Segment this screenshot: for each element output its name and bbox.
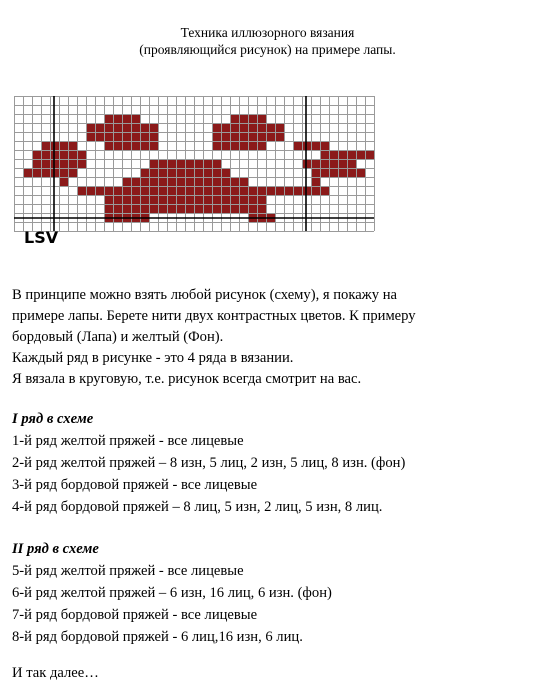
motif-cell [239, 123, 248, 132]
motif-cell [347, 168, 356, 177]
motif-cell [257, 195, 266, 204]
motif-cell [257, 186, 266, 195]
motif-cell [230, 204, 239, 213]
motif-cell [176, 168, 185, 177]
motif-cell [239, 132, 248, 141]
intro-line: Я вязала в круговую, т.е. рисунок всегда смотрит на вас. [12, 371, 362, 387]
motif-cell [257, 141, 266, 150]
motif-cell [248, 123, 257, 132]
motif-cell [248, 204, 257, 213]
intro-line: бордовый (Лапа) и желтый (Фон). [12, 329, 224, 345]
motif-cell [41, 159, 50, 168]
motif-cell [149, 177, 158, 186]
motif-cell [176, 195, 185, 204]
motif-cell [167, 204, 176, 213]
motif-cell [365, 150, 374, 159]
motif-cell [239, 141, 248, 150]
page-title [0, 24, 535, 58]
motif-cell [59, 141, 68, 150]
motif-cell [68, 150, 77, 159]
intro-line: примере лапы. Берете нити двух контрастных цветов. К примеру [12, 308, 416, 324]
motif-cell [122, 195, 131, 204]
motif-cell [104, 204, 113, 213]
motif-cell [140, 123, 149, 132]
motif-cell [347, 150, 356, 159]
motif-cell [212, 204, 221, 213]
motif-cell [194, 168, 203, 177]
motif-cell [95, 132, 104, 141]
motif-cell [185, 195, 194, 204]
motif-cell [266, 132, 275, 141]
motif-cell [248, 132, 257, 141]
motif-cell [221, 141, 230, 150]
motif-cell [203, 177, 212, 186]
row-1-section [12, 408, 405, 518]
motif-cell [131, 204, 140, 213]
motif-cell [221, 204, 230, 213]
motif-cell [122, 186, 131, 195]
motif-cell [212, 123, 221, 132]
motif-cell [212, 159, 221, 168]
motif-cell [248, 141, 257, 150]
motif-cell [158, 168, 167, 177]
motif-cell [275, 132, 284, 141]
motif-cell [122, 177, 131, 186]
motif-cell [185, 177, 194, 186]
motif-cell [329, 150, 338, 159]
motif-cell [104, 141, 113, 150]
motif-cell [77, 186, 86, 195]
motif-cell [59, 177, 68, 186]
motif-cell [212, 132, 221, 141]
instruction-line: 2-й ряд желтой пряжей – 8 изн, 5 лиц, 2 изн, 5 лиц, 8 изн. (фон) [12, 455, 406, 471]
motif-cell [158, 177, 167, 186]
motif-cell [320, 159, 329, 168]
motif-cell [230, 195, 239, 204]
motif-cell [95, 123, 104, 132]
motif-cell [122, 114, 131, 123]
motif-cell [32, 150, 41, 159]
motif-cell [41, 150, 50, 159]
motif-cell [284, 186, 293, 195]
row-1-heading: I ряд в схеме [12, 411, 94, 427]
motif-cell [311, 141, 320, 150]
knitting-pattern-chart [14, 96, 378, 248]
motif-cell [221, 186, 230, 195]
motif-cell [104, 195, 113, 204]
motif-cell [248, 114, 257, 123]
motif-cell [113, 141, 122, 150]
motif-cell [239, 195, 248, 204]
intro-line: В принципе можно взять любой рисунок (схему), я покажу на [12, 287, 397, 303]
row-2-heading: II ряд в схеме [12, 541, 99, 557]
intro-paragraph [12, 285, 416, 390]
lsv-watermark: LSV [24, 228, 59, 247]
motif-cell [77, 159, 86, 168]
instruction-line: 6-й ряд желтой пряжей – 6 изн, 16 лиц, 6 изн. (фон) [12, 585, 332, 601]
motif-cell [239, 204, 248, 213]
motif-cell [275, 186, 284, 195]
motif-cell [149, 204, 158, 213]
motif-cell [140, 204, 149, 213]
motif-cell [239, 177, 248, 186]
motif-cell [266, 123, 275, 132]
motif-cell [158, 204, 167, 213]
motif-cell [149, 141, 158, 150]
motif-cell [68, 141, 77, 150]
instruction-line: 7-й ряд бордовой пряжей - все лицевые [12, 607, 258, 623]
motif-cell [221, 168, 230, 177]
motif-cell [347, 159, 356, 168]
motif-cell [257, 114, 266, 123]
motif-cell [140, 177, 149, 186]
motif-cell [221, 132, 230, 141]
motif-cell [140, 186, 149, 195]
motif-cell [158, 195, 167, 204]
motif-cell [158, 159, 167, 168]
motif-cell [176, 177, 185, 186]
motif-cell [185, 186, 194, 195]
title-line-2: (проявляющийся рисунок) на примере лапы. [139, 42, 396, 57]
title-line-1: Техника иллюзорного вязания [180, 25, 355, 40]
motif-cell [230, 132, 239, 141]
motif-cell [239, 186, 248, 195]
motif-cell [122, 204, 131, 213]
motif-cell [176, 186, 185, 195]
motif-cell [41, 168, 50, 177]
motif-cell [338, 159, 347, 168]
intro-line: Каждый ряд в рисунке - это 4 ряда в вязании. [12, 350, 294, 366]
motif-cell [185, 204, 194, 213]
instruction-line: 1-й ряд желтой пряжей - все лицевые [12, 433, 244, 449]
motif-cell [149, 123, 158, 132]
motif-cell [176, 204, 185, 213]
motif-cell [257, 123, 266, 132]
motif-cell [113, 132, 122, 141]
motif-cell [113, 186, 122, 195]
motif-cell [167, 177, 176, 186]
row-2-section [12, 538, 332, 648]
motif-cell [59, 159, 68, 168]
motif-cell [59, 168, 68, 177]
motif-cell [122, 123, 131, 132]
motif-cell [113, 123, 122, 132]
motif-cell [95, 186, 104, 195]
motif-cell [86, 123, 95, 132]
motif-cell [131, 195, 140, 204]
motif-cell [311, 159, 320, 168]
motif-cell [212, 195, 221, 204]
motif-cell [293, 141, 302, 150]
motif-cell [320, 168, 329, 177]
motif-cell [140, 168, 149, 177]
motif-cell [194, 159, 203, 168]
motif-cell [230, 141, 239, 150]
motif-cell [167, 168, 176, 177]
motif-cell [149, 186, 158, 195]
motif-cell [239, 114, 248, 123]
motif-cell [257, 204, 266, 213]
motif-cell [23, 168, 32, 177]
motif-cell [131, 186, 140, 195]
motif-cell [140, 141, 149, 150]
motif-cell [230, 114, 239, 123]
motif-cell [221, 123, 230, 132]
motif-cell [212, 141, 221, 150]
motif-cell [230, 123, 239, 132]
motif-cell [140, 195, 149, 204]
motif-cell [194, 195, 203, 204]
motif-cell [356, 150, 365, 159]
motif-cell [203, 168, 212, 177]
motif-cell [194, 186, 203, 195]
motif-cell [77, 150, 86, 159]
motif-cell [131, 177, 140, 186]
motif-cell [86, 186, 95, 195]
motif-cell [230, 177, 239, 186]
motif-cell [59, 150, 68, 159]
chart-grid-lines [14, 96, 375, 232]
motif-cell [113, 195, 122, 204]
motif-cell [203, 204, 212, 213]
motif-cell [149, 132, 158, 141]
motif-cell [68, 159, 77, 168]
motif-cell [356, 168, 365, 177]
motif-cell [158, 186, 167, 195]
motif-cell [113, 204, 122, 213]
motif-cell [131, 114, 140, 123]
motif-cell [104, 132, 113, 141]
motif-cell [167, 186, 176, 195]
motif-cell [212, 168, 221, 177]
motif-cell [203, 159, 212, 168]
motif-cell [185, 168, 194, 177]
instruction-line: 3-й ряд бордовой пряжей - все лицевые [12, 477, 258, 493]
motif-cell [293, 186, 302, 195]
motif-cell [167, 195, 176, 204]
motif-cell [329, 168, 338, 177]
motif-cell [32, 168, 41, 177]
motif-cell [257, 132, 266, 141]
motif-cell [104, 114, 113, 123]
motif-cell [311, 168, 320, 177]
motif-cell [266, 186, 275, 195]
instruction-line: 5-й ряд желтой пряжей - все лицевые [12, 563, 244, 579]
motif-cell [320, 186, 329, 195]
motif-cell [338, 168, 347, 177]
motif-cell [131, 141, 140, 150]
motif-cell [113, 114, 122, 123]
motif-cell [203, 186, 212, 195]
motif-cell [230, 186, 239, 195]
motif-cell [131, 123, 140, 132]
motif-cell [122, 132, 131, 141]
motif-cell [212, 186, 221, 195]
motif-cell [212, 177, 221, 186]
motif-cell [275, 123, 284, 132]
motif-cell [32, 159, 41, 168]
motif-cell [131, 132, 140, 141]
motif-cell [41, 141, 50, 150]
motif-cell [140, 132, 149, 141]
motif-cell [104, 186, 113, 195]
instruction-line: 4-й ряд бордовой пряжей – 8 лиц, 5 изн, 2 лиц, 5 изн, 8 лиц. [12, 499, 383, 515]
motif-cell [122, 141, 131, 150]
motif-cell [320, 141, 329, 150]
motif-cell [86, 132, 95, 141]
motif-cell [248, 195, 257, 204]
motif-cell [149, 195, 158, 204]
motif-cell [149, 168, 158, 177]
motif-cell [194, 177, 203, 186]
motif-cell [68, 168, 77, 177]
motif-cell [185, 159, 194, 168]
instruction-line: 8-й ряд бордовой пряжей - 6 лиц,16 изн, 6 лиц. [12, 629, 303, 645]
motif-cell [176, 159, 185, 168]
motif-cell [329, 159, 338, 168]
motif-cell [311, 177, 320, 186]
motif-cell [320, 150, 329, 159]
motif-cell [311, 186, 320, 195]
closing-text: И так далее… [12, 665, 99, 681]
motif-cell [221, 177, 230, 186]
motif-cell [221, 195, 230, 204]
motif-cell [338, 150, 347, 159]
motif-cell [203, 195, 212, 204]
motif-cell [167, 159, 176, 168]
motif-cell [248, 186, 257, 195]
motif-cell [104, 123, 113, 132]
motif-cell [149, 159, 158, 168]
motif-cell [194, 204, 203, 213]
